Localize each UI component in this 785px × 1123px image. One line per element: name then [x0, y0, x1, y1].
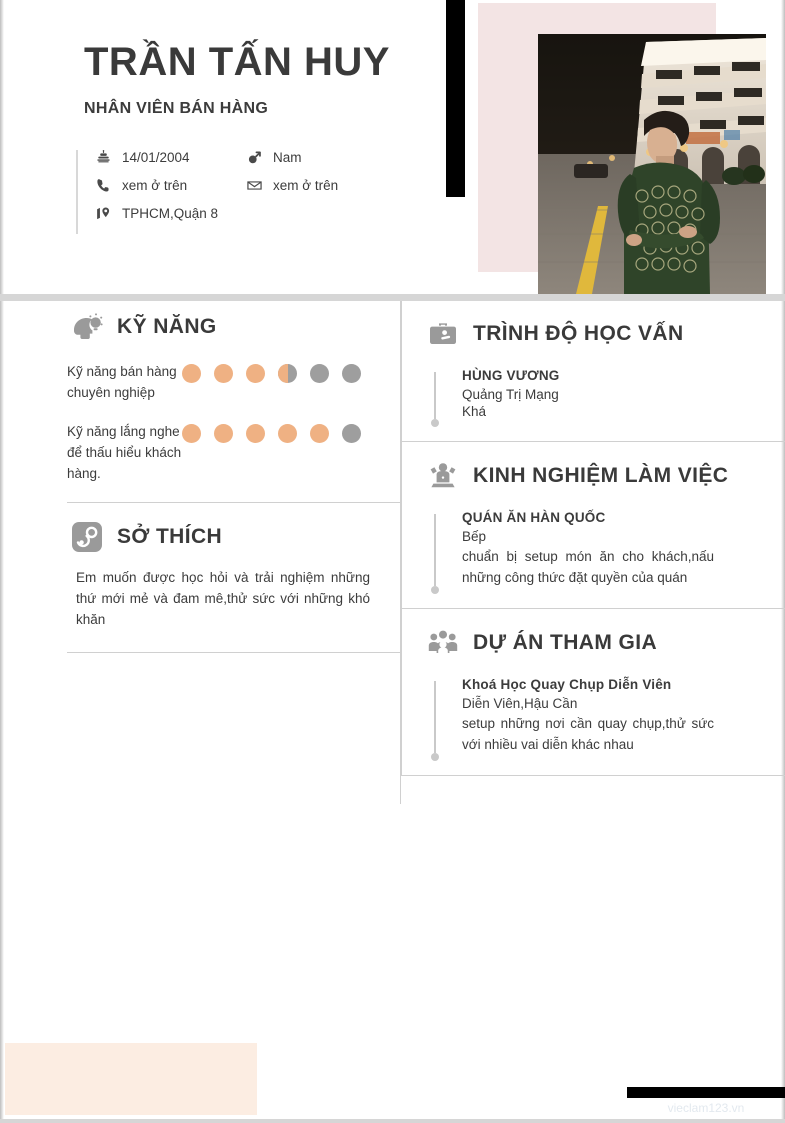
watermark: vieclam123.vn [667, 1101, 745, 1115]
skill-item [67, 361, 400, 403]
decor-peach-rectangle [5, 1043, 257, 1115]
map-location-icon [92, 206, 114, 221]
contact-birthday [78, 150, 237, 165]
rating-dot [182, 364, 201, 383]
project-role: Diễn Viên,Hậu Cần [462, 696, 578, 711]
birthday-cake-icon [92, 150, 114, 165]
education-section [402, 301, 785, 442]
resume-header [0, 0, 785, 294]
skills-header [0, 301, 400, 347]
hobbies-title: SỞ THÍCH [117, 525, 223, 548]
section-divider [67, 652, 400, 653]
job-title: NHÂN VIÊN BÁN HÀNG [84, 100, 269, 117]
skills-title: KỸ NĂNG [117, 315, 217, 338]
header-divider [0, 294, 785, 301]
skill-rating-dots [182, 361, 374, 383]
entry-body [440, 510, 714, 594]
timeline-dot [431, 419, 439, 427]
education-major: Quảng Trị Mạng [462, 387, 559, 402]
rating-dot [246, 424, 265, 443]
briefcase-education-icon [423, 314, 463, 354]
envelope-icon [243, 178, 265, 193]
timeline [430, 368, 440, 427]
experience-org: QUÁN ĂN HÀN QUỐC [462, 510, 606, 525]
rating-dot [278, 424, 297, 443]
profile-photo [538, 34, 766, 294]
skills-list [0, 347, 400, 484]
projects-title: DỰ ÁN THAM GIA [473, 631, 658, 654]
timeline-line [434, 514, 436, 586]
timeline [430, 510, 440, 594]
experience-desc: chuẩn bị setup món ăn cho khách,nấu những công thức đặt quyền của quán [462, 549, 714, 585]
contact-address [78, 206, 237, 221]
rating-dot [310, 364, 329, 383]
person-laptop-icon [423, 456, 463, 496]
contact-email-value: xem ở trên [273, 178, 339, 193]
rating-dot [278, 364, 297, 383]
projects-section [402, 609, 785, 776]
contact-row [78, 206, 428, 221]
skills-section [0, 301, 400, 484]
skill-rating-dots [182, 421, 374, 443]
contact-gender [237, 150, 302, 165]
education-entry [402, 354, 785, 427]
skill-label: Kỹ năng lắng nghe để thấu hiểu khách hàng. [67, 424, 182, 481]
contact-row [78, 150, 428, 165]
people-group-icon [423, 623, 463, 663]
experience-entry [402, 496, 785, 594]
experience-title: KINH NGHIỆM LÀM VIỆC [473, 464, 729, 487]
contact-email [237, 178, 338, 193]
timeline [430, 677, 440, 761]
head-lightbulb-icon [67, 307, 107, 347]
timeline-line [434, 681, 436, 753]
page-title: TRẦN TẤN HUY [84, 40, 390, 84]
projects-header [402, 609, 785, 663]
project-name: Khoá Học Quay Chụp Diễn Viên [462, 677, 672, 692]
timeline-dot [431, 586, 439, 594]
skill-label: Kỹ năng bán hàng chuyên nghiệp [67, 364, 177, 400]
rating-dot [182, 424, 201, 443]
hobbies-header [0, 503, 400, 557]
entry-body [440, 368, 559, 427]
contact-address-value: TPHCM,Quận 8 [122, 206, 219, 221]
experience-role: Bếp [462, 529, 487, 544]
education-header [402, 301, 785, 354]
contact-phone [78, 178, 237, 193]
project-desc: setup những nơi cần quay chụp,thử sức với nhiều vai diễn khác nhau [462, 716, 714, 752]
project-entry [402, 663, 785, 761]
contact-block [76, 150, 428, 234]
education-org: HÙNG VƯƠNG [462, 368, 560, 383]
education-title: TRÌNH ĐỘ HỌC VẤN [473, 322, 684, 345]
contact-phone-value: xem ở trên [122, 178, 188, 193]
rating-dot [342, 424, 361, 443]
skill-item [67, 421, 400, 484]
timeline-line [434, 372, 436, 419]
contact-gender-value: Nam [273, 150, 302, 165]
rating-dot [214, 364, 233, 383]
decor-black-bar [446, 0, 465, 197]
experience-header [402, 442, 785, 496]
phone-icon [92, 178, 114, 193]
rating-dot [310, 424, 329, 443]
contact-birthday-value: 14/01/2004 [122, 150, 190, 165]
experience-section [402, 442, 785, 609]
rating-dot [246, 364, 265, 383]
page-bottom-divider [0, 1119, 785, 1123]
contact-row [78, 178, 428, 193]
gender-male-icon [243, 151, 265, 165]
hobbies-text: Em muốn được học hỏi và trải nghiệm những thứ mới mẻ và đam mê,thử sức với những khó khăn [76, 570, 370, 627]
decor-footer-black-bar [627, 1087, 785, 1098]
hobbies-section [0, 503, 400, 653]
steam-hobby-icon [67, 517, 107, 557]
rating-dot [342, 364, 361, 383]
entry-body [440, 677, 714, 761]
rating-dot [214, 424, 233, 443]
timeline-dot [431, 753, 439, 761]
left-column [0, 301, 400, 653]
section-divider [402, 775, 785, 776]
right-column [401, 301, 785, 776]
education-grade: Khá [462, 404, 487, 419]
